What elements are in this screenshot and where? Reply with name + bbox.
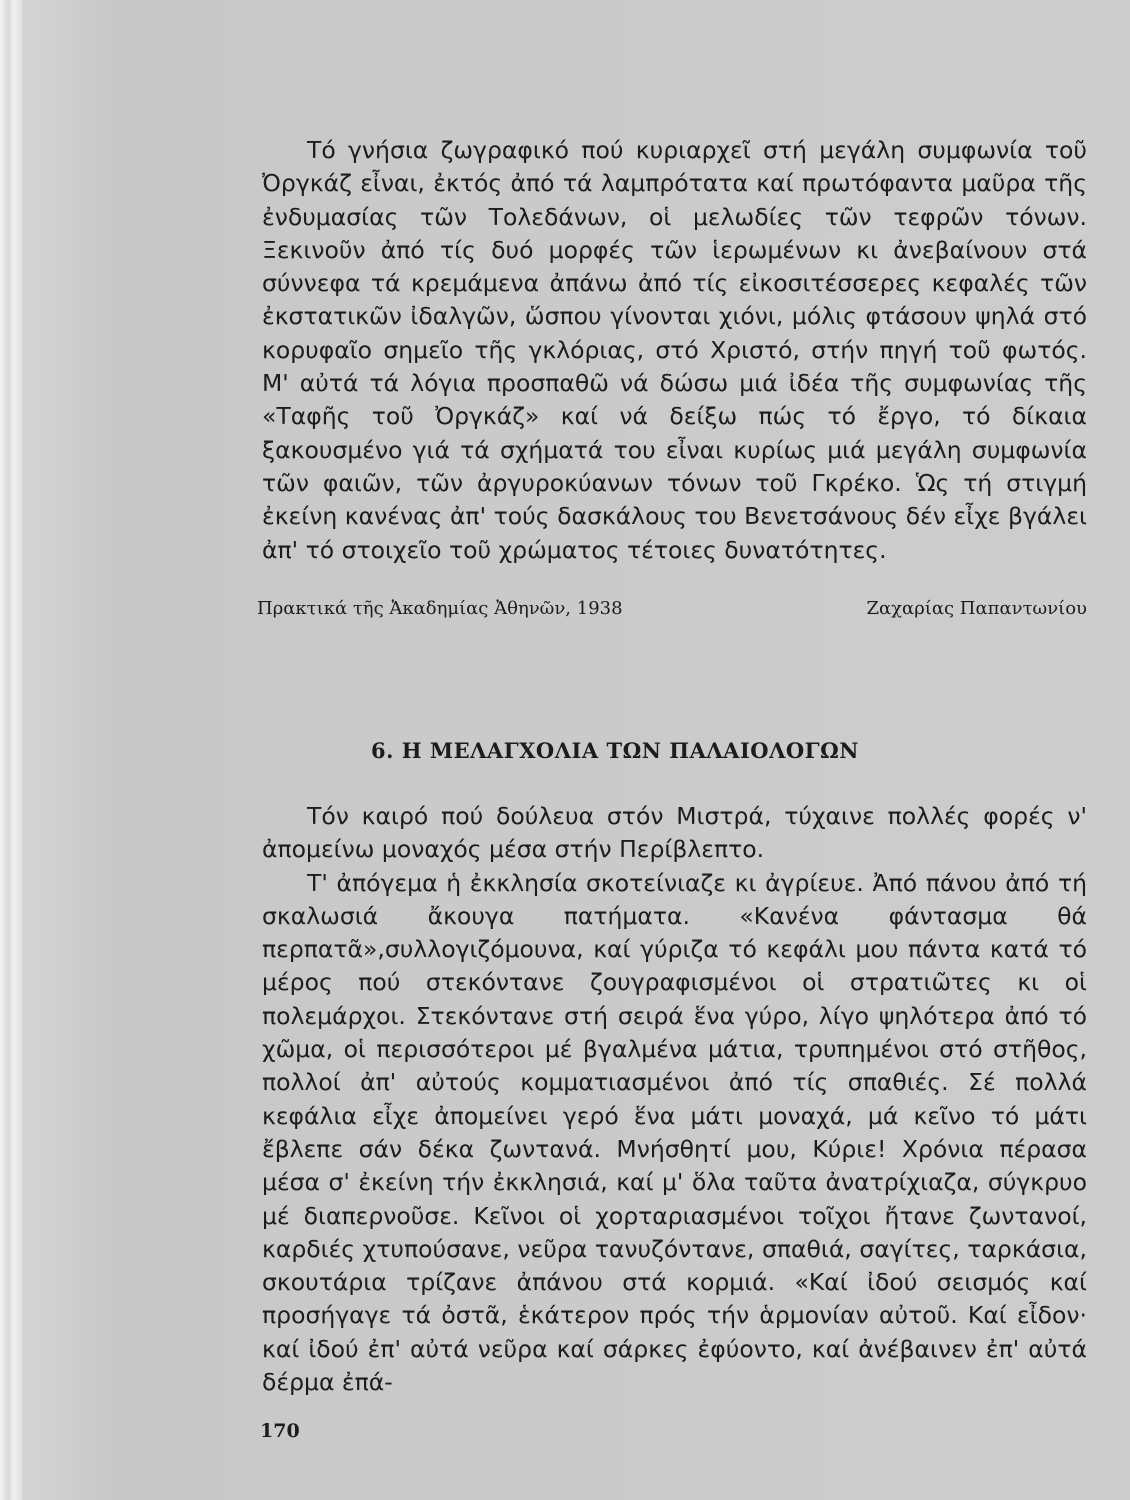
page-number: 170: [260, 1420, 300, 1442]
citation-author: Ζαχαρίας Παπαντωνίου: [866, 598, 1087, 619]
body-paragraph-1: Τόν καιρό πού δούλευα στόν Μιστρά, τύχαινε πολλές φορές ν' ἀπομείνω μοναχός μέσα στήν Περίβλεπτο.: [262, 802, 1087, 864]
body-paragraph-2: Τ' ἀπόγεμα ἡ ἐκκλησία σκοτείνιαζε κι ἀγρίευε. Ἀπό πάνου ἀπό τή σκαλωσιά ἄκουγα πατήματα. «Κανένα φάντασμα θά περπατᾶ»,συλλογιζόμουνα, καί γύριζα τό κεφάλι μου πάντα κατά τό μέρος πού στεκόντανε ζουγραφισμένοι οἱ στρατιῶτες κι οἱ πολεμάρχοι. Στεκόντανε στή σειρά ἕνα γύρο, λίγο ψηλότερα ἀπό τό χῶμα, οἱ περισσότεροι μέ βγαλμένα μάτια, τρυπημένοι στό στῆθος, πολλοί ἀπ' αὐτούς κομματιασμένοι ἀπό τίς σπαθιές. Σέ πολλά κεφάλια εἶχε ἀπομείνει γερό ἕνα μάτι μοναχά, μά κεῖνο τό μάτι ἔβλεπε σάν δέκα ζωντανά. Μνήσθητί μου, Κύριε! Χρόνια πέρασα μέσα σ' ἐκείνη τήν ἐκκλησιά, καί μ' ὅλα ταῦτα ἀνατρίχιαζα, σύγκρυο μέ διαπερνοῦσε. Κεῖνοι οἱ χορταριασμένοι τοῖχοι ἤτανε ζωντανοί, καρδιές χτυπούσανε, νεῦρα τανυζόντανε, σπαθιά, σαγίτες, ταρκάσια, σκουτάρια τρίζανε ἀπάνου στά κορμιά. «Καί ἰδού σεισμός καί προσήγαγε τά ὀστᾶ, ἑκάτερον πρός τήν ἁρμονίαν αὐτοῦ. Καί εἶδον· καί ἰδού ἐπ' αὐτά νεῦρα καί σάρκες ἐφύοντο, καί ἀνέβαινεν ἐπ' αὐτά δέρμα ἐπά-: [262, 868, 1087, 1397]
quote-paragraph: Τό γνήσια ζωγραφικό πού κυριαρχεῖ στή μεγάλη συμφωνία τοῦ Ὀργκάζ εἶναι, ἐκτός ἀπό τά λαμπρότατα καί πρωτόφαντα μαῦρα τῆς ἐνδυμασίας τῶν Τολεδάνων, οἱ μελωδίες τῶν τεφρῶν τόνων. Ξεκινοῦν ἀπό τίς δυό μορφές τῶν ἱερωμένων κι ἀνεβαίνουν στά σύννεφα τά κρεμάμενα ἀπάνω ἀπό τίς εἰκοσιτέσσερες κεφαλές τῶν ἐκστατικῶν ἰδαλγῶν, ὥσπου γίνονται χιόνι, μόλις φτάσουν ψηλά στό κορυφαῖο σημεῖο τῆς γκλόριας, στό Χριστό, στήν πηγή τοῦ φωτός. Μ' αὐτά τά λόγια προσπαθῶ νά δώσω μιά ἰδέα τῆς συμφωνίας τῆς «Ταφῆς τοῦ Ὀργκάζ» καί νά δείξω πώς τό ἔργο, τό δίκαια ξακουσμένο γιά τά σχήματά του εἶναι κυρίως μιά μεγάλη συμφωνία τῶν φαιῶν, τῶν ἀργυροκύανων τόνων τοῦ Γκρέκο. Ὡς τή στιγμή ἐκείνη κανένας ἀπ' τούς δασκάλους του Βενετσάνους δέν εἶχε βγάλει ἀπ' τό στοιχεῖο τοῦ χρώματος τέτοιες δυνατότητες.: [262, 136, 1087, 564]
section-heading: 6. Η ΜΕΛΑΓΧΟΛΙΑ ΤΩΝ ΠΑΛΑΙΟΛΟΓΩΝ: [371, 738, 859, 763]
quote-block: [262, 134, 1087, 567]
citation-source: Πρακτικά τῆς Ἀκαδημίας Ἀθηνῶν, 1938: [257, 598, 623, 619]
section-body: [262, 800, 1087, 1399]
citation-line: [257, 598, 1087, 619]
